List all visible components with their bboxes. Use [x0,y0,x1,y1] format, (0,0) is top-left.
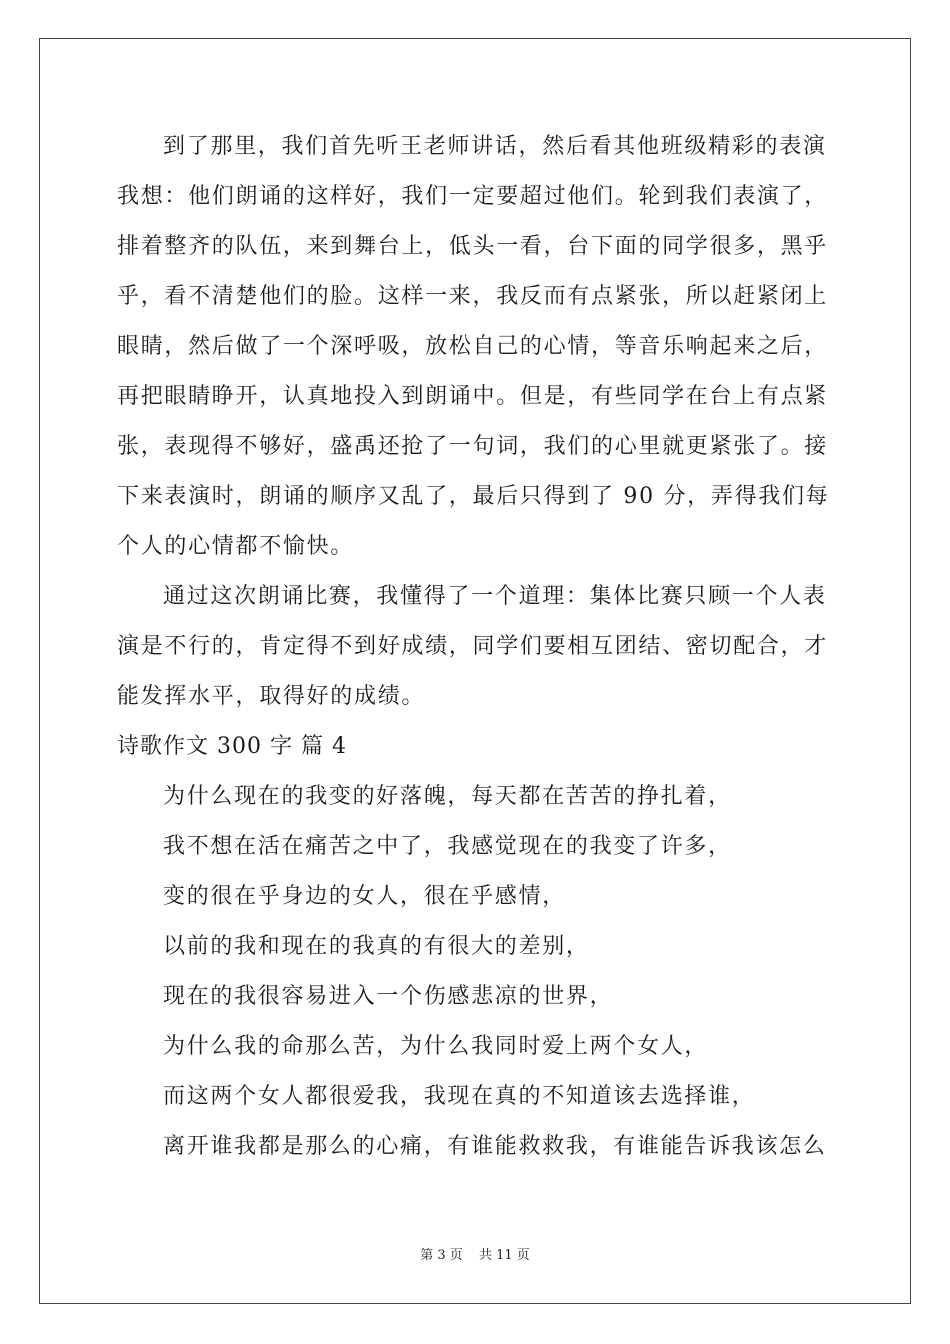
document-body [117,122,837,1172]
poem-line: 我不想在活在痛苦之中了，我感觉现在的我变了许多， [163,834,732,859]
text-line: 乎，看不清楚他们的脸。这样一来，我反而有点紧张，所以赶紧闭上 [117,284,829,309]
paragraph [117,572,837,722]
page-number: 第 3 页 [420,1248,463,1263]
poem-line: 现在的我很容易进入一个伤感悲凉的世界， [163,984,614,1009]
text-line: 到了那里，我们首先听王老师讲话，然后看其他班级精彩的表演 [163,134,827,159]
poem-line: 而这两个女人都很爱我，我现在真的不知道该去选择谁， [163,1084,756,1109]
text-line: 张，表现得不够好，盛禹还抢了一句词，我们的心里就更紧张了。接 [117,434,829,459]
section-heading: 诗歌作文 300 字 篇 4 [117,734,347,759]
paragraph [117,122,837,572]
poem [117,772,837,1172]
text-line: 个人的心情都不愉快。 [117,534,355,559]
page-footer [0,1244,950,1263]
poem-line: 以前的我和现在的我真的有很大的差别， [163,934,590,959]
text-line: 能发挥水平，取得好的成绩。 [117,684,426,709]
poem-line: 为什么我的命那么苦，为什么我同时爱上两个女人， [163,1034,709,1059]
text-line: 再把眼睛睁开，认真地投入到朗诵中。但是，有些同学在台上有点紧 [117,384,829,409]
text-line: 通过这次朗诵比赛，我懂得了一个道理：集体比赛只顾一个人表 [163,584,827,609]
text-line: 排着整齐的队伍，来到舞台上，低头一看，台下面的同学很多，黑乎 [117,234,829,259]
total-pages: 共 11 页 [478,1248,530,1263]
poem-line: 离开谁我都是那么的心痛，有谁能救救我，有谁能告诉我该怎么 [163,1134,827,1159]
text-line: 眼睛，然后做了一个深呼吸，放松自己的心情，等音乐响起来之后， [117,334,829,359]
text-line: 我想：他们朗诵的这样好，我们一定要超过他们。轮到我们表演了， [117,184,829,209]
text-line: 下来表演时，朗诵的顺序又乱了，最后只得到了 90 分，弄得我们每 [117,484,830,509]
text-line: 演是不行的，肯定得不到好成绩，同学们要相互团结、密切配合，才 [117,634,829,659]
poem-line: 为什么现在的我变的好落魄，每天都在苦苦的挣扎着， [163,784,732,809]
poem-line: 变的很在乎身边的女人，很在乎感情， [163,884,566,909]
